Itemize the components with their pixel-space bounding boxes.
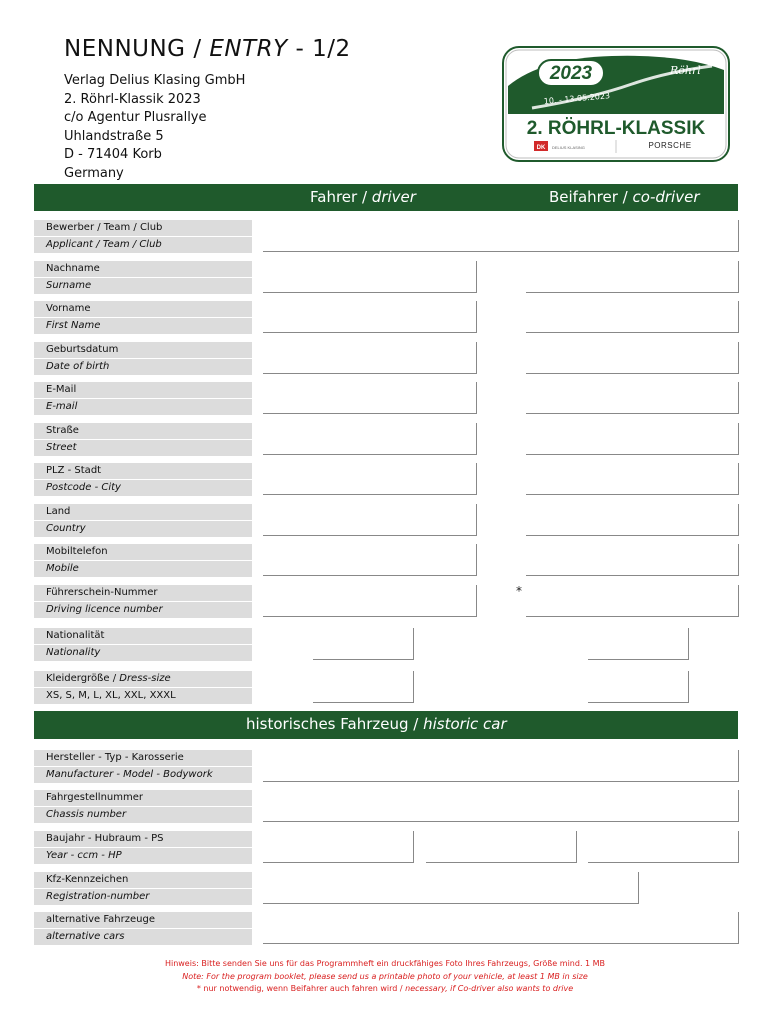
label-de-part: Kleidergröße / xyxy=(46,673,117,684)
year-input[interactable] xyxy=(263,831,414,863)
chassis-number-input[interactable] xyxy=(263,790,739,822)
label-en: Manufacturer - Model - Bodywork xyxy=(34,767,252,783)
label-en: Surname xyxy=(34,278,252,294)
label-de: Straße xyxy=(34,423,252,439)
address-line: Uhlandstraße 5 xyxy=(64,128,164,144)
label-de: Fahrgestellnummer xyxy=(34,790,252,806)
codriver-heading-de: Beifahrer / xyxy=(549,188,628,206)
date-of-birth-label xyxy=(34,342,252,374)
label-de: Land xyxy=(34,504,252,520)
registration-label xyxy=(34,872,252,904)
hp-input[interactable] xyxy=(588,831,739,863)
alternative-cars-label xyxy=(34,912,252,944)
driver-date-of-birth-input[interactable] xyxy=(263,342,477,374)
driver-street-input[interactable] xyxy=(263,423,477,455)
label-en: Applicant / Team / Club xyxy=(34,237,252,253)
registration-input[interactable] xyxy=(263,872,639,904)
label-en: Date of birth xyxy=(34,359,252,375)
year-ccm-hp-label xyxy=(34,831,252,863)
title-main: NENNUNG / xyxy=(64,36,202,62)
codriver-postcode-city-input[interactable] xyxy=(526,463,739,495)
label-de-italic: Dress-size xyxy=(119,673,171,684)
codriver-dress-size-input[interactable] xyxy=(588,671,689,703)
country-label xyxy=(34,504,252,536)
label-en: Chassis number xyxy=(34,807,252,823)
label-de: Kfz-Kennzeichen xyxy=(34,872,252,888)
licence-number-label xyxy=(34,585,252,617)
label-sizes: XS, S, M, L, XL, XXL, XXXL xyxy=(34,688,252,704)
driver-nationality-input[interactable] xyxy=(313,628,414,660)
driver-first-name-input[interactable] xyxy=(263,301,477,333)
street-label xyxy=(34,423,252,455)
label-en: First Name xyxy=(34,318,252,334)
applicant-input[interactable] xyxy=(263,220,739,252)
email-label xyxy=(34,382,252,414)
codriver-date-of-birth-input[interactable] xyxy=(526,342,739,374)
sponsor-porsche: PORSCHE xyxy=(648,141,692,150)
driver-section-header xyxy=(34,184,738,211)
label-de: Mobiltelefon xyxy=(34,544,252,560)
event-logo xyxy=(502,46,730,162)
label-de: Vorname xyxy=(34,301,252,317)
label-en: Year - ccm - HP xyxy=(34,848,252,864)
postcode-city-label xyxy=(34,463,252,495)
organizer-address xyxy=(64,72,245,183)
codriver-first-name-input[interactable] xyxy=(526,301,739,333)
address-line: Verlag Delius Klasing GmbH xyxy=(64,73,246,88)
label-en: Driving licence number xyxy=(34,602,252,618)
note-codriver-de: * nur notwendig, wenn Beifahrer auch fahren wird / xyxy=(196,984,403,993)
driver-heading-en: driver xyxy=(371,188,416,206)
label-de: Führerschein-Nummer xyxy=(34,585,252,601)
sponsor-delius-klasing: DELIUS KLASING xyxy=(552,145,585,150)
label-en: E-mail xyxy=(34,399,252,415)
label-de: Geburtsdatum xyxy=(34,342,252,358)
label-de: Nationalität xyxy=(34,628,252,644)
label-de: alternative Fahrzeuge xyxy=(34,912,252,928)
manufacturer-label xyxy=(34,750,252,782)
label-de: Nachname xyxy=(34,261,252,277)
label-en: alternative cars xyxy=(34,929,252,945)
codriver-surname-input[interactable] xyxy=(526,261,739,293)
manufacturer-input[interactable] xyxy=(263,750,739,782)
note-line-de: Hinweis: Bitte senden Sie uns für das Programmheft ein druckfähiges Foto Ihres Fahrzeugs, Größe mind. 1 MB xyxy=(164,959,606,968)
label-de xyxy=(34,671,252,687)
label-en: Mobile xyxy=(34,561,252,577)
codriver-heading-en: co-driver xyxy=(632,188,700,206)
car-heading-de: historisches Fahrzeug / xyxy=(246,715,419,733)
page-title xyxy=(64,36,351,62)
applicant-label xyxy=(34,220,252,252)
label-de: Bewerber / Team / Club xyxy=(34,220,252,236)
car-section-header xyxy=(34,711,738,739)
nationality-label xyxy=(34,628,252,660)
label-de: E-Mail xyxy=(34,382,252,398)
title-entry: ENTRY xyxy=(209,36,288,62)
note-line-en: Note: For the program booklet, please send us a printable photo of your vehicle, at least 1 MB in size xyxy=(182,971,588,981)
driver-licence-input[interactable] xyxy=(263,585,477,617)
dress-size-label xyxy=(34,671,252,703)
first-name-label xyxy=(34,301,252,333)
mobile-label xyxy=(34,544,252,576)
address-line: 2. Röhrl-Klassik 2023 xyxy=(64,91,201,107)
required-asterisk: * xyxy=(516,584,522,598)
driver-dress-size-input[interactable] xyxy=(313,671,414,703)
car-heading-en: historic car xyxy=(423,715,507,733)
logo-dates: 10. - 13.05.2023 xyxy=(543,91,611,106)
codriver-licence-input[interactable] xyxy=(526,585,739,617)
car-heading xyxy=(246,715,507,733)
surname-label xyxy=(34,261,252,293)
chassis-number-label xyxy=(34,790,252,822)
codriver-email-input[interactable] xyxy=(526,382,739,414)
sponsor-dk-badge: DK xyxy=(536,145,546,151)
label-de: Baujahr - Hubraum - PS xyxy=(34,831,252,847)
label-en: Street xyxy=(34,440,252,456)
logo-name: 2. RÖHRL-KLASSIK xyxy=(526,118,706,139)
label-en: Nationality xyxy=(34,645,252,661)
alternative-cars-input[interactable] xyxy=(263,912,739,944)
address-line: Germany xyxy=(64,165,124,181)
label-de: PLZ - Stadt xyxy=(34,463,252,479)
label-en: Registration-number xyxy=(34,889,252,905)
driver-mobile-input[interactable] xyxy=(263,544,477,576)
note-line-codriver xyxy=(0,983,770,996)
address-line: D - 71404 Korb xyxy=(64,147,162,162)
driver-heading xyxy=(310,188,416,206)
logo-year: 2023 xyxy=(549,63,593,84)
codriver-country-input[interactable] xyxy=(526,504,739,536)
driver-surname-input[interactable] xyxy=(263,261,477,293)
driver-heading-de: Fahrer / xyxy=(310,188,368,206)
codriver-nationality-input[interactable] xyxy=(588,628,689,660)
codriver-heading xyxy=(549,188,699,206)
note-codriver-en: necessary, if Co-driver also wants to drive xyxy=(405,984,574,993)
title-page: - 1/2 xyxy=(295,36,351,62)
driver-postcode-city-input[interactable] xyxy=(263,463,477,495)
codriver-mobile-input[interactable] xyxy=(526,544,739,576)
ccm-input[interactable] xyxy=(426,831,577,863)
footer-notes xyxy=(0,958,770,996)
label-de: Hersteller - Typ - Karosserie xyxy=(34,750,252,766)
signature: Röhrl xyxy=(670,64,701,77)
label-en: Country xyxy=(34,521,252,537)
driver-country-input[interactable] xyxy=(263,504,477,536)
label-en: Postcode - City xyxy=(34,480,252,496)
address-line: c/o Agentur Plusrallye xyxy=(64,110,207,125)
driver-email-input[interactable] xyxy=(263,382,477,414)
codriver-street-input[interactable] xyxy=(526,423,739,455)
